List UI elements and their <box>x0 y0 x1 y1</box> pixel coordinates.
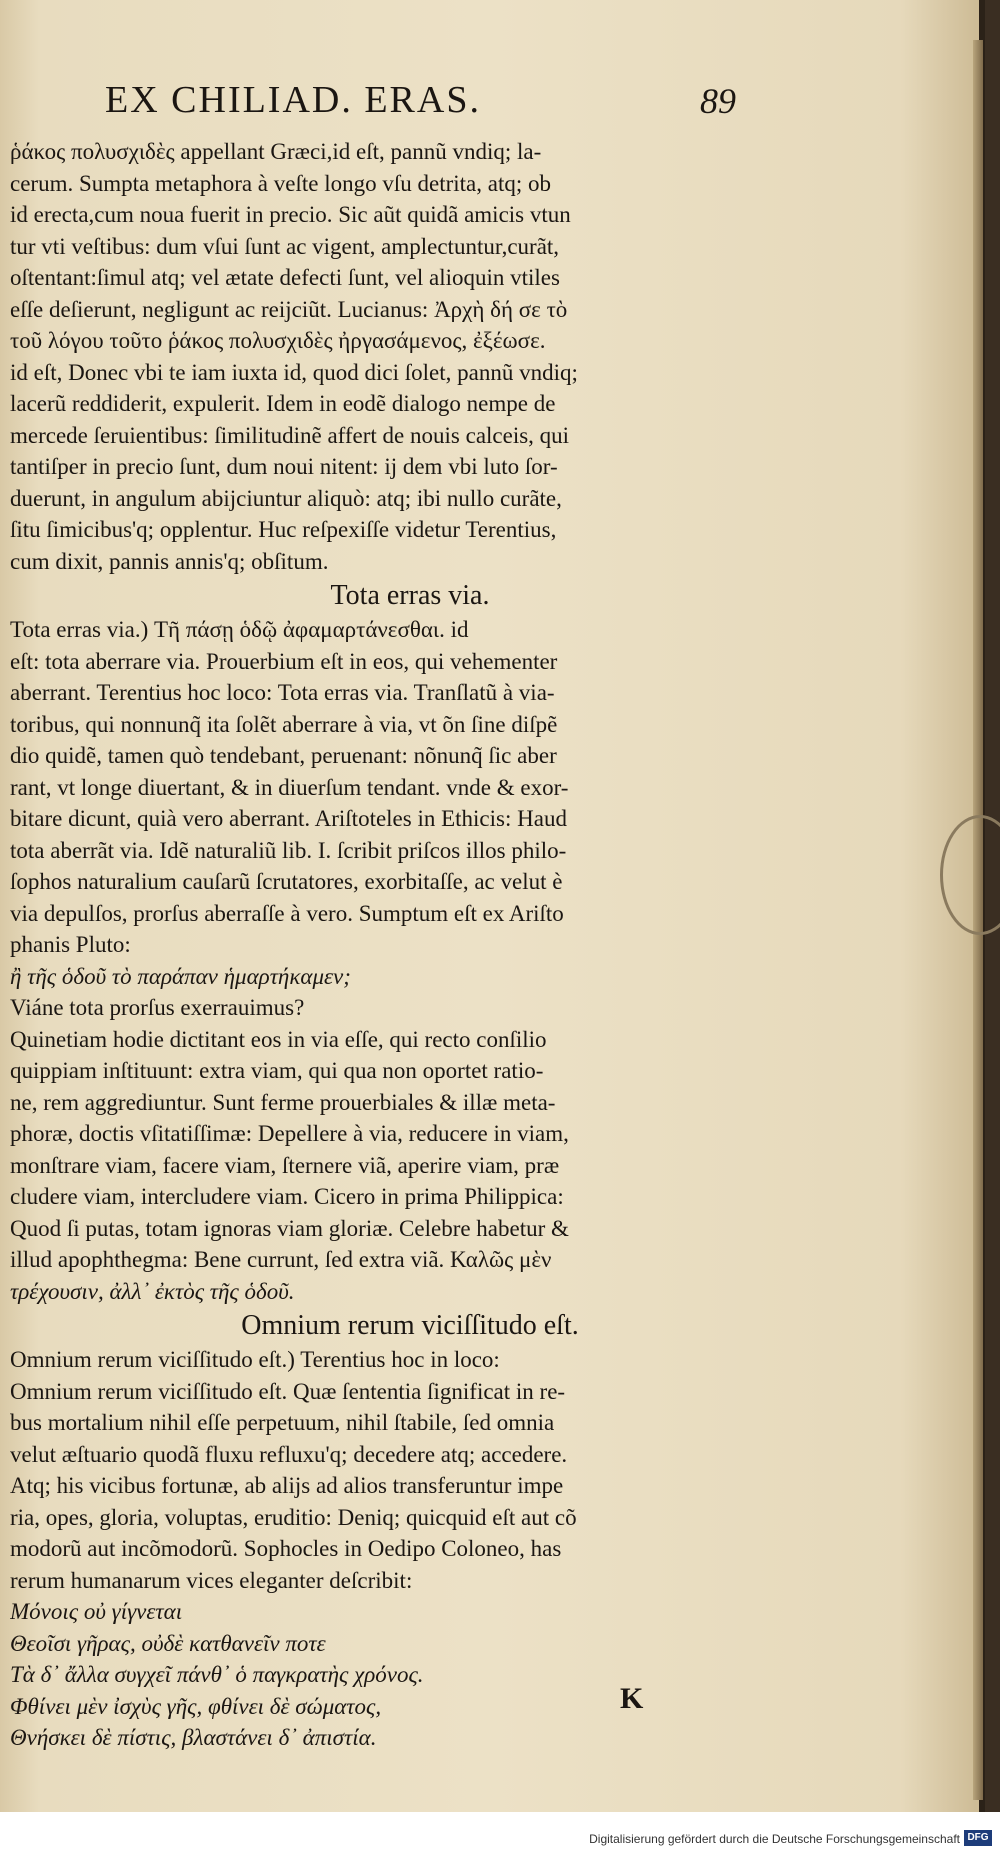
text-line: Omnium rerum viciſſitudo eſt.) Terentius hoc in loco: <box>10 1347 500 1372</box>
text-line: eſſe deſierunt, negligunt ac reijciũt. Lucianus: Ἀρχὴ δή σε τὸ <box>10 296 568 322</box>
text-line: eſt: tota aberrare via. Prouerbium eſt in eos, qui vehementer <box>10 648 558 674</box>
text-line: Viáne tota prorſus exerrauimus? <box>10 995 305 1020</box>
text-line: cum dixit, pannis annis'q; obſitum. <box>10 548 329 574</box>
text-line: oſtentant:ſimul atq; vel ætate defecti ſunt, vel alioquin vtiles <box>10 265 560 290</box>
text-line: Atq; his vicibus fortunæ, ab alijs ad alios transferuntur impe <box>10 1473 564 1498</box>
text-line: mercede ſeruientibus: ſimilitudinẽ affert de nouis calceis, qui <box>10 422 570 448</box>
text-line: duerunt, in angulum abijciuntur aliquò: atq; ibi nullo curãte, <box>10 485 562 511</box>
text-line: Θνήσκει δὲ πίστις, βλαστάνει δ᾽ ἀπιστία. <box>10 1725 377 1750</box>
text-line: τοῦ λόγου τοῦτο ῥάκος πολυσχιδὲς ἠργασάμενος, ἐξέωσε. <box>10 328 546 353</box>
text-line: cludere viam, intercludere viam. Cicero in prima Philippica: <box>10 1184 564 1209</box>
text-line: lacerũ reddiderit, expulerit. Idem in eodẽ dialogo nempe de <box>10 391 556 416</box>
text-line: tur vti veſtibus: dum vſui ſunt ac vigent, amplectuntur,curãt, <box>10 233 560 259</box>
text-line: bitare dicunt, quià vero aberrant. Ariſtoteles in Ethicis: Haud <box>10 806 567 831</box>
text-line: via depulſos, prorſus aberraſſe à vero. Sumptum eſt ex Ariſto <box>10 900 564 926</box>
text-line: id erecta,cum noua fuerit in precio. Sic aũt quidã amicis vtun <box>10 202 571 227</box>
text-line: velut æſtuario quodã fluxu refluxu'q; decedere atq; accedere. <box>10 1441 568 1467</box>
text-line: Τὰ δ᾽ ἄλλα συγχεῖ πάνθ᾽ ὁ παγκρατὴς χρόνος. <box>10 1662 424 1687</box>
dfg-logo: DFG <box>964 1830 992 1846</box>
text-line: rant, vt longe diuertant, & in diuerſum tendant. vnde & exor- <box>10 774 569 800</box>
page-number: 89 <box>700 81 736 121</box>
text-line: toribus, qui nonnunq̃ ita ſolẽt aberrare à via, vt õn ſine diſpẽ <box>10 711 558 737</box>
text-line: illud apophthegma: Bene currunt, ſed extra viã. Καλῶς μὲν <box>10 1247 552 1272</box>
text-line: τρέχουσιν, ἀλλ᾽ ἐκτὸς τῆς ὁδοῦ. <box>10 1278 295 1304</box>
section-heading: Tota erras via. <box>330 580 490 611</box>
text-line: cerum. Sumpta metaphora à veſte longo vſu detrita, atq; ob <box>10 170 551 196</box>
text-line: Μόνοις οὐ γίγνεται <box>10 1599 183 1624</box>
footer-bar <box>0 1812 1000 1868</box>
clasp-shadow <box>940 815 1000 935</box>
text-line: Tota erras via.) Τῆ πάσῃ ὁδῷ ἀφαμαρτάνεσθαι. id <box>10 617 469 642</box>
text-line: Omnium rerum viciſſitudo eſt. Quæ ſententia ſignificat in re- <box>10 1378 566 1404</box>
text-line: phanis Pluto: <box>10 932 131 957</box>
text-line: rerum humanarum vices eleganter deſcribit: <box>10 1567 413 1593</box>
text-line: Quinetiam hodie dictitant eos in via eſſe, qui recto conſilio <box>10 1026 547 1052</box>
text-line: aberrant. Terentius hoc loco: Tota erras via. Tranſlatũ à via- <box>10 680 555 705</box>
text-line: dio quidẽ, tamen quò tendebant, peruenant: nõnunq̃ ſic aber <box>10 743 557 768</box>
text-line: phoræ, doctis vſitatiſſimæ: Depellere à via, reducere in viam, <box>10 1121 569 1146</box>
text-line: ſitu ſimicibus'q; opplentur. Huc reſpexiſſe videtur Terentius, <box>10 517 557 542</box>
text-line: monſtrare viam, facere viam, ſternere viã, aperire viam, præ <box>10 1152 560 1178</box>
text-line: tantiſper in precio ſunt, dum noui nitent: ij dem vbi luto ſor- <box>10 454 558 479</box>
text-line: modorũ aut incõmodorũ. Sophocles in Oedipo Coloneo, has <box>10 1536 562 1561</box>
footer-credit: Digitalisierung gefördert durch die Deutsche Forschungsgemeinschaft <box>589 1832 960 1846</box>
text-line: ne, rem aggrediuntur. Sunt ferme prouerbiales & illæ meta- <box>10 1089 556 1115</box>
text-line: ria, opes, gloria, voluptas, eruditio: Deniq; quicquid eſt aut cõ <box>10 1504 577 1530</box>
text-line: bus mortalium nihil eſſe perpetuum, nihil ſtabile, ſed omnia <box>10 1410 555 1435</box>
text-line: Quod ſi putas, totam ignoras viam gloriæ. Celebre habetur & <box>10 1215 569 1241</box>
text-body <box>10 136 810 1754</box>
text-line: Φθίνει μὲν ἰσχὺς γῆς, φθίνει δὲ σώματος, <box>10 1693 382 1719</box>
text-line: ῥάκος πολυσχιδὲς appellant Græci,id eſt, pannũ vndiq; la- <box>10 139 542 164</box>
text-line: tota aberrãt via. Idẽ naturaliũ lib. I. ſcribit priſcos illos philo- <box>10 837 567 863</box>
text-line: Θεοῖσι γῆρας, οὐδὲ κατθανεῖν ποτε <box>10 1630 326 1656</box>
text-line: ἢ τῆς ὁδοῦ τὸ παράπαν ἡμαρτήκαμεν; <box>10 963 351 989</box>
text-line: ſophos naturalium cauſarũ ſcrutatores, exorbitaſſe, ac velut è <box>10 869 563 894</box>
signature-mark: K <box>620 1682 644 1715</box>
running-title: EX CHILIAD. ERAS. <box>105 79 481 121</box>
section-heading: Omnium rerum viciſſitudo eſt. <box>241 1310 579 1341</box>
text-line: id eſt, Donec vbi te iam iuxta id, quod dici ſolet, pannũ vndiq; <box>10 359 578 385</box>
text-line: quippiam inſtituunt: extra viam, qui qua non oportet ratio- <box>10 1058 544 1083</box>
